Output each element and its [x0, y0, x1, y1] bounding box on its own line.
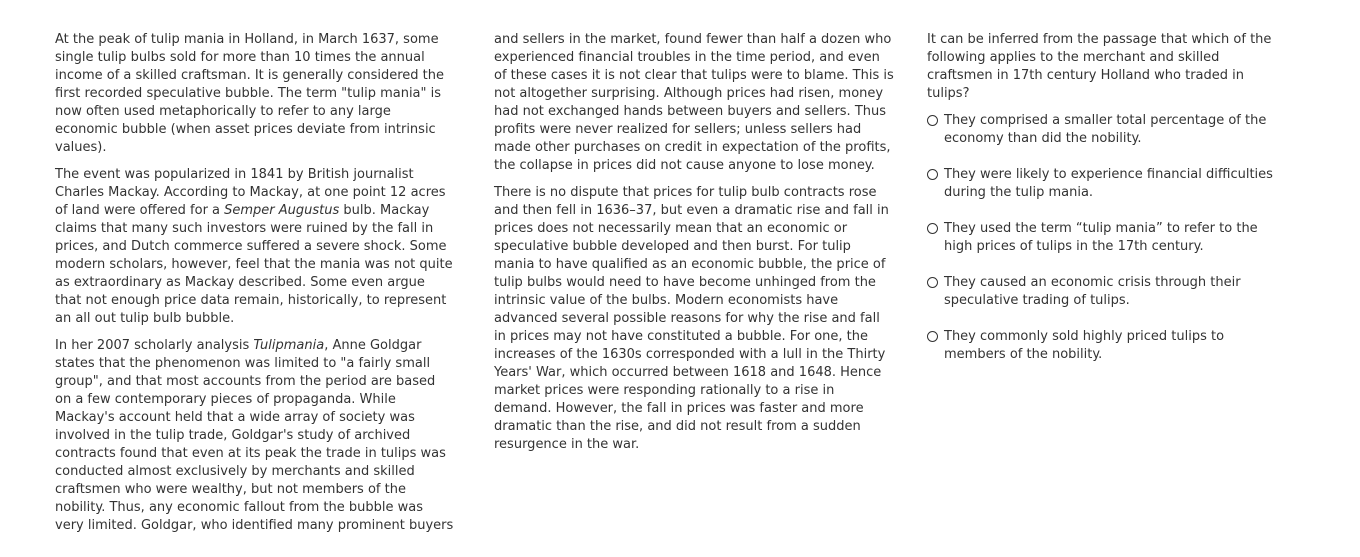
question-stem: It can be inferred from the passage that which of the following applies to the merchant and skilled craftsmen in 17th century Holland who traded in tulips?	[927, 32, 1272, 101]
answer-option-b[interactable]	[927, 166, 1287, 202]
radio-button-icon[interactable]	[927, 115, 938, 126]
answer-option-text: They were likely to experience financial difficulties during the tulip mania.	[944, 167, 1273, 200]
answer-option-a[interactable]	[927, 112, 1287, 148]
radio-button-icon[interactable]	[927, 277, 938, 288]
passage-paragraph-1: At the peak of tulip mania in Holland, in March 1637, some single tulip bulbs sold for more than 10 times the annual income of a skilled craftsman. It is generally considered the first recorded speculative bubble. The term "tulip mania" is now often used metaphorically to refer to any large economic bubble (when asset prices deviate from intrinsic values).	[55, 32, 445, 155]
passage-text: bulb. Mackay claims that many such investors were ruined by the fall in prices, and Dutch commerce suffered a severe shock. Some modern scholars, however, feel that the mania was not quite as extraordinary as Mackay described. Some even argue that not enough price data remain, historically, to represent an all out tulip bulb bubble.	[55, 203, 453, 326]
radio-button-icon[interactable]	[927, 331, 938, 342]
passage-text: , Anne Goldgar states that the phenomenon was limited to "a fairly small group", and that most accounts from the period are based on a few contemporary pieces of propaganda. While Mackay's account held that a wide array of society was involved in the tulip trade, Goldgar's study of archived contracts found that even at its peak the trade in tulips was conducted almost exclusively by merchants and skilled craftsmen who were wealthy, but not members of the nobility. Thus, any economic fallout from the bubble was very limited. Goldgar, who identified many prominent buyers	[55, 338, 454, 533]
passage-paragraph-2	[55, 166, 455, 328]
answer-option-text: They comprised a smaller total percentage of the economy than did the nobility.	[944, 113, 1267, 146]
passage-text: The event was popularized in 1841 by British journalist Charles Mackay. According to Mackay, at one point 12 acres of land were offered for a	[55, 167, 446, 218]
passage-paragraph-4: and sellers in the market, found fewer than half a dozen who experienced financial troubles in the time period, and even of these cases it is not clear that tulips were to blame. This is not altogether surprising. Although prices had risen, money had not exchanged hands between buyers and sellers. Thus profits were never realized for sellers; unless sellers had made other purchases on credit in expectation of the profits, the collapse in prices did not cause anyone to lose money.	[494, 32, 894, 173]
radio-button-icon[interactable]	[927, 223, 938, 234]
answer-option-text: They commonly sold highly priced tulips to members of the nobility.	[944, 329, 1225, 362]
passage-text: In her 2007 scholarly analysis	[55, 338, 254, 353]
answer-option-text: They caused an economic crisis through their speculative trading of tulips.	[944, 275, 1241, 308]
passage-column-middle	[494, 31, 894, 463]
radio-button-icon[interactable]	[927, 169, 938, 180]
passage-italic-term: Semper Augustus	[224, 203, 340, 218]
answer-option-d[interactable]	[927, 274, 1287, 310]
answer-option-c[interactable]	[927, 220, 1287, 256]
passage-paragraph-5: There is no dispute that prices for tulip bulb contracts rose and then fell in 1636–37, but even a dramatic rise and fall in prices does not necessarily mean that an economic or speculative bubble developed and then burst. For tulip mania to have qualified as an economic bubble, the price of tulip bulbs would need to have become unhinged from the intrinsic value of the bulbs. Modern economists have advanced several possible reasons for why the rise and fall in prices may not have constituted a bubble. For one, the increases of the 1630s corresponded with a lull in the Thirty Years' War, which occurred between 1618 and 1648. Hence market prices were responding rationally to a rise in demand. However, the fall in prices was faster and more dramatic than the rise, and did not result from a sudden resurgence in the war.	[494, 185, 889, 452]
passage-paragraph-3	[55, 337, 455, 535]
answer-option-e[interactable]	[927, 328, 1287, 364]
passage-italic-title: Tulipmania	[253, 338, 325, 353]
passage-column-left	[55, 31, 455, 544]
answer-option-text: They used the term “tulip mania” to refer to the high prices of tulips in the 17th century.	[944, 221, 1258, 254]
question-panel	[927, 31, 1287, 382]
